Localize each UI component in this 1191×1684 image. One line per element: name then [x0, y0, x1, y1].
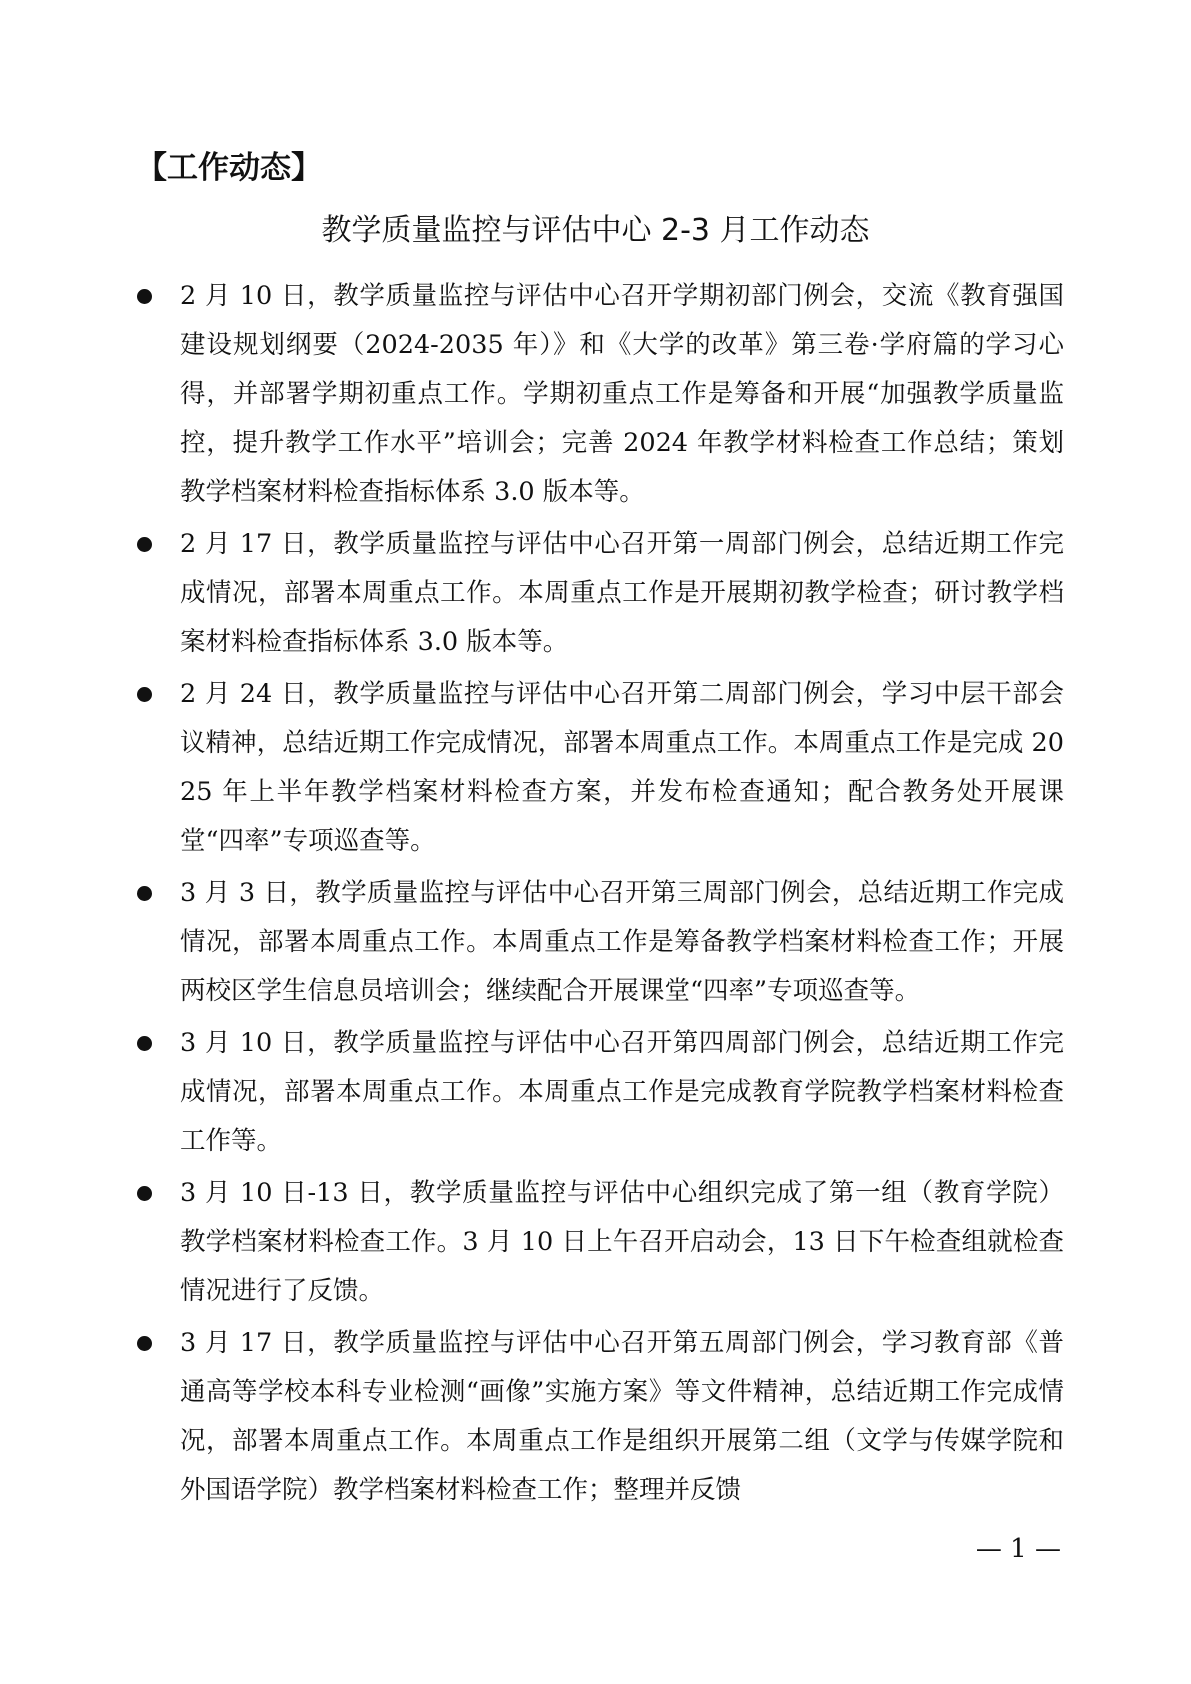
list-item-text: 3 月 10 日-13 日，教学质量监控与评估中心组织完成了第一组（教育学院）教学档案材料检查工作。3 月 10 日上午召开启动会，13 日下午检查组就检查情况进行了反馈。: [180, 1178, 1064, 1306]
list-item: [134, 1169, 1064, 1316]
bullet-icon: [137, 289, 152, 304]
list-item-text: 2 月 17 日，教学质量监控与评估中心召开第一周部门例会，总结近期工作完成情况，部署本周重点工作。本周重点工作是开展期初教学检查；研讨教学档案材料检查指标体系 3.0 版本等。: [180, 529, 1064, 657]
list-item-text: 3 月 10 日，教学质量监控与评估中心召开第四周部门例会，总结近期工作完成情况，部署本周重点工作。本周重点工作是完成教育学院教学档案材料检查工作等。: [180, 1028, 1064, 1156]
document-title: 教学质量监控与评估中心 2-3 月工作动态: [321, 213, 870, 248]
list-item: [134, 272, 1064, 517]
section-tag: 【工作动态】: [136, 150, 322, 186]
bullet-icon: [137, 537, 152, 552]
work-item-list: [134, 272, 1064, 1518]
list-item: [134, 1019, 1064, 1166]
list-item: [134, 670, 1064, 866]
list-item-text: 3 月 3 日，教学质量监控与评估中心召开第三周部门例会，总结近期工作完成情况，部署本周重点工作。本周重点工作是筹备教学档案材料检查工作；开展两校区学生信息员培训会；继续配合开展课堂“四率”专项巡查等。: [180, 878, 1064, 1006]
bullet-icon: [137, 886, 152, 901]
list-item-text: 2 月 24 日，教学质量监控与评估中心召开第二周部门例会，学习中层干部会议精神，总结近期工作完成情况，部署本周重点工作。本周重点工作是完成 2025 年上半年教学档案材料检查方案，并发布检查通知；配合教务处开展课堂“四率”专项巡查等。: [180, 679, 1064, 856]
list-item: [134, 1319, 1064, 1515]
page-number: — 1 —: [975, 1534, 1061, 1564]
bullet-icon: [137, 687, 152, 702]
bullet-icon: [137, 1036, 152, 1051]
list-item: [134, 869, 1064, 1016]
list-item: [134, 520, 1064, 667]
list-item-text: 2 月 10 日，教学质量监控与评估中心召开学期初部门例会，交流《教育强国建设规划纲要（2024-2035 年）》和《大学的改革》第三卷·学府篇的学习心得，并部署学期初重点工作。学期初重点工作是筹备和开展“加强教学质量监控，提升教学工作水平”培训会；完善 2024 年教学材料检查工作总结；策划教学档案材料检查指标体系 3.0 版本等。: [180, 281, 1064, 507]
bullet-icon: [137, 1186, 152, 1201]
list-item-text: 3 月 17 日，教学质量监控与评估中心召开第五周部门例会，学习教育部《普通高等学校本科专业检测“画像”实施方案》等文件精神，总结近期工作完成情况，部署本周重点工作。本周重点工作是组织开展第二组（文学与传媒学院和外国语学院）教学档案材料检查工作；整理并反馈: [180, 1328, 1064, 1505]
bullet-icon: [137, 1336, 152, 1351]
